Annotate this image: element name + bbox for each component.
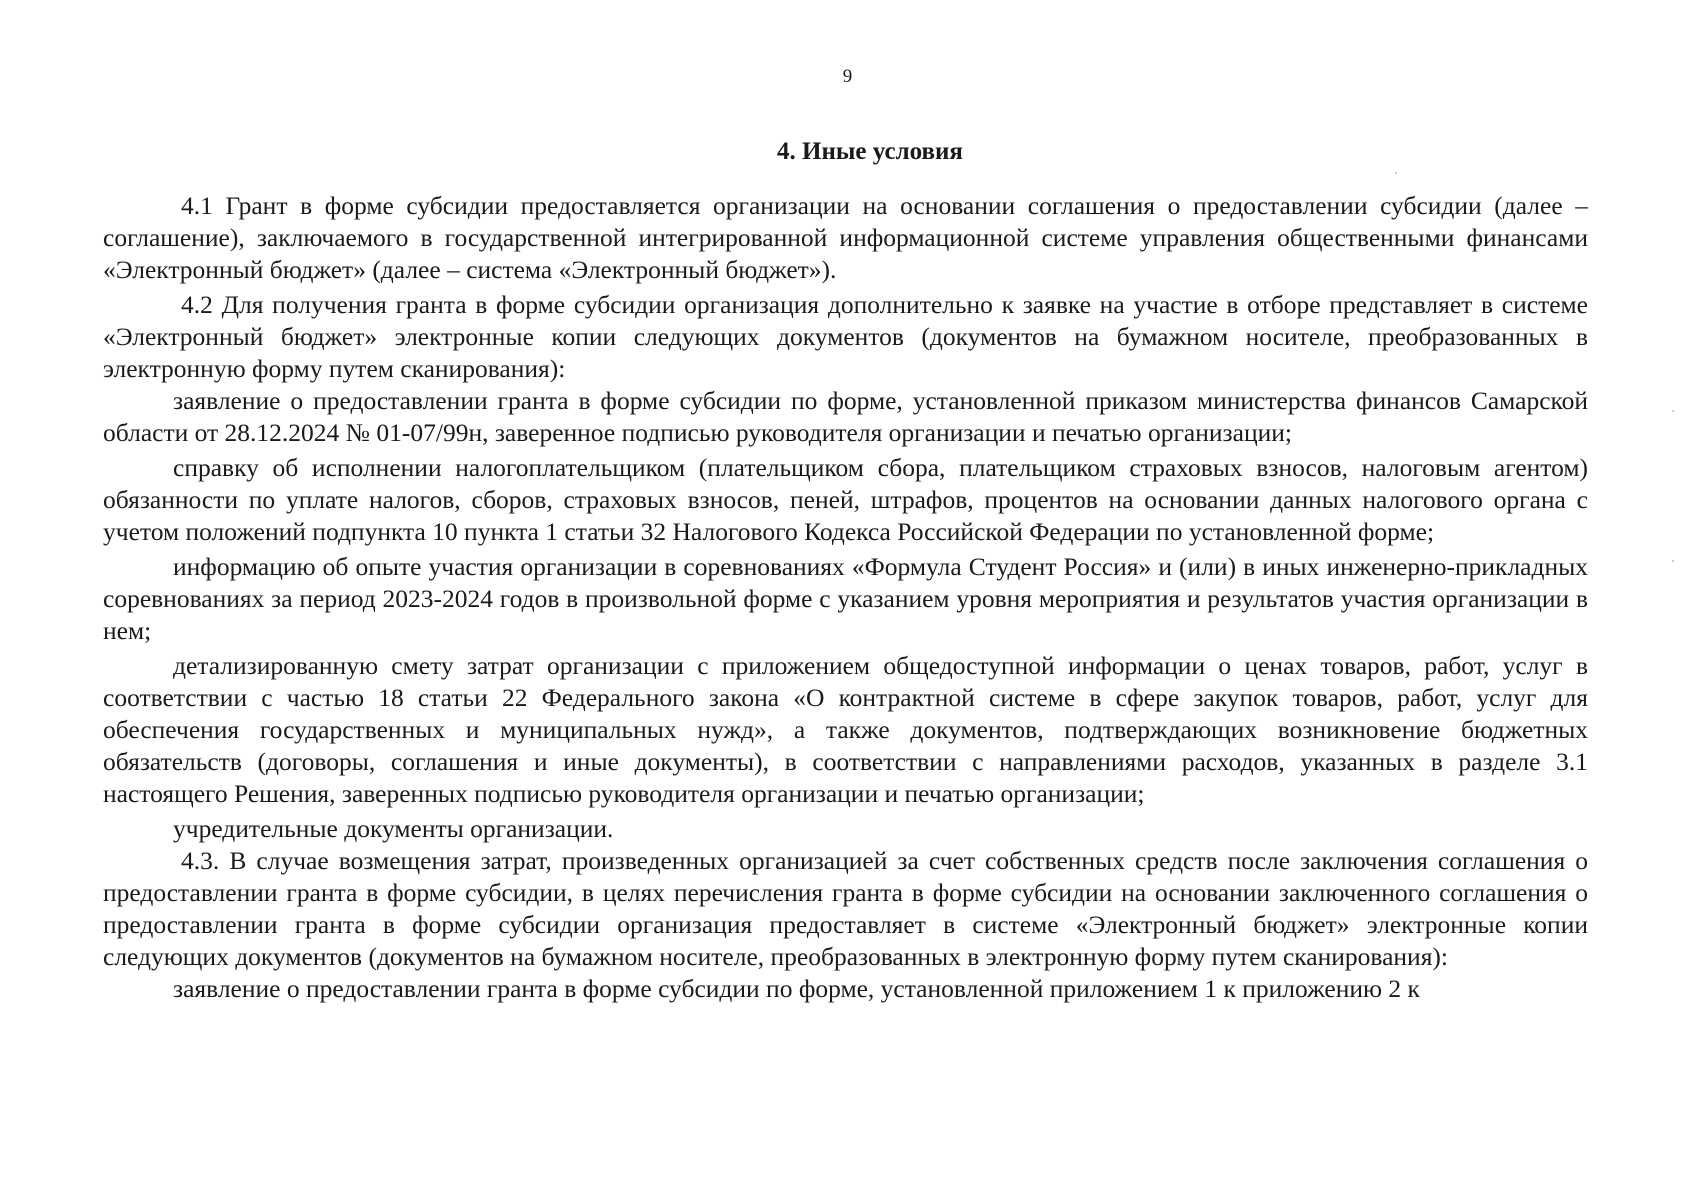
list-item-founding-documents: учредительные документы организации. (173, 814, 614, 843)
list-item-competition-experience: информацию об опыте участия организации в соревнованиях «Формула Студент Россия» и (или) в иных инженерно-прикладных соревнованиях за период 2023-2024 годов в произвольной форме с указанием уровня мероприятия и результатов участия организации в нем; (103, 552, 1588, 645)
section-body (103, 190, 1588, 1005)
scan-speck (1395, 172, 1397, 174)
list-item-grant-application-form: заявление о предоставлении гранта в форме субсидии по форме, установленной приложением 1 к приложению 2 к (173, 974, 1420, 1003)
scan-speck (1672, 410, 1674, 412)
paragraph-4-3: 4.3. В случае возмещения затрат, произведенных организацией за счет собственных средств после заключения соглашения о предоставлении гранта в форме субсидии, в целях перечисления гранта в форме субсидии на основании заключенного соглашения о предоставлении гранта в форме субсидии организация предоставляет в системе «Электронный бюджет» электронные копии следующих документов (документов на бумажном носителе, преобразованных в электронную форму путем сканирования): (103, 846, 1588, 971)
paragraph-4-1: 4.1 Грант в форме субсидии предоставляется организации на основании соглашения о предоставлении субсидии (далее – соглашение), заключаемого в государственной интегрированной информационной системе управления общественными финансами «Электронный бюджет» (далее – система «Электронный бюджет»). (103, 191, 1588, 284)
list-item-application: заявление о предоставлении гранта в форме субсидии по форме, установленной приказом министерства финансов Самарской области от 28.12.2024 № 01-07/99н, заверенное подписью руководителя организации и печатью организации; (103, 386, 1588, 447)
section-title: 4. Иные условия (777, 138, 963, 165)
list-item-tax-certificate: справку об исполнении налогоплательщиком (плательщиком сбора, плательщиком страховых взносов, налоговым агентом) обязанности по уплате налогов, сборов, страховых взносов, пеней, штрафов, процентов на основании данных налогового органа с учетом положений подпункта 10 пункта 1 статьи 32 Налогового Кодекса Российской Федерации по установленной форме; (103, 453, 1588, 546)
list-item-cost-estimate: детализированную смету затрат организации с приложением общедоступной информации о ценах товаров, работ, услуг в соответствии с частью 18 статьи 22 Федерального закона «О контрактной системе в сфере закупок товаров, работ, услуг для обеспечения государственных и муниципальных нужд», а также документов, подтверждающих возникновение бюджетных обязательств (договоры, соглашения и иные документы), в соответствии с направлениями расходов, указанных в разделе 3.1 настоящего Решения, заверенных подписью руководителя организации и печатью организации; (103, 651, 1588, 808)
scan-speck (1672, 560, 1674, 562)
page-number: 9 (842, 66, 853, 87)
paragraph-4-2: 4.2 Для получения гранта в форме субсидии организация дополнительно к заявке на участие в отборе представляет в системе «Электронный бюджет» электронные копии следующих документов (документов на бумажном носителе, преобразованных в электронную форму путем сканирования): (103, 290, 1588, 383)
